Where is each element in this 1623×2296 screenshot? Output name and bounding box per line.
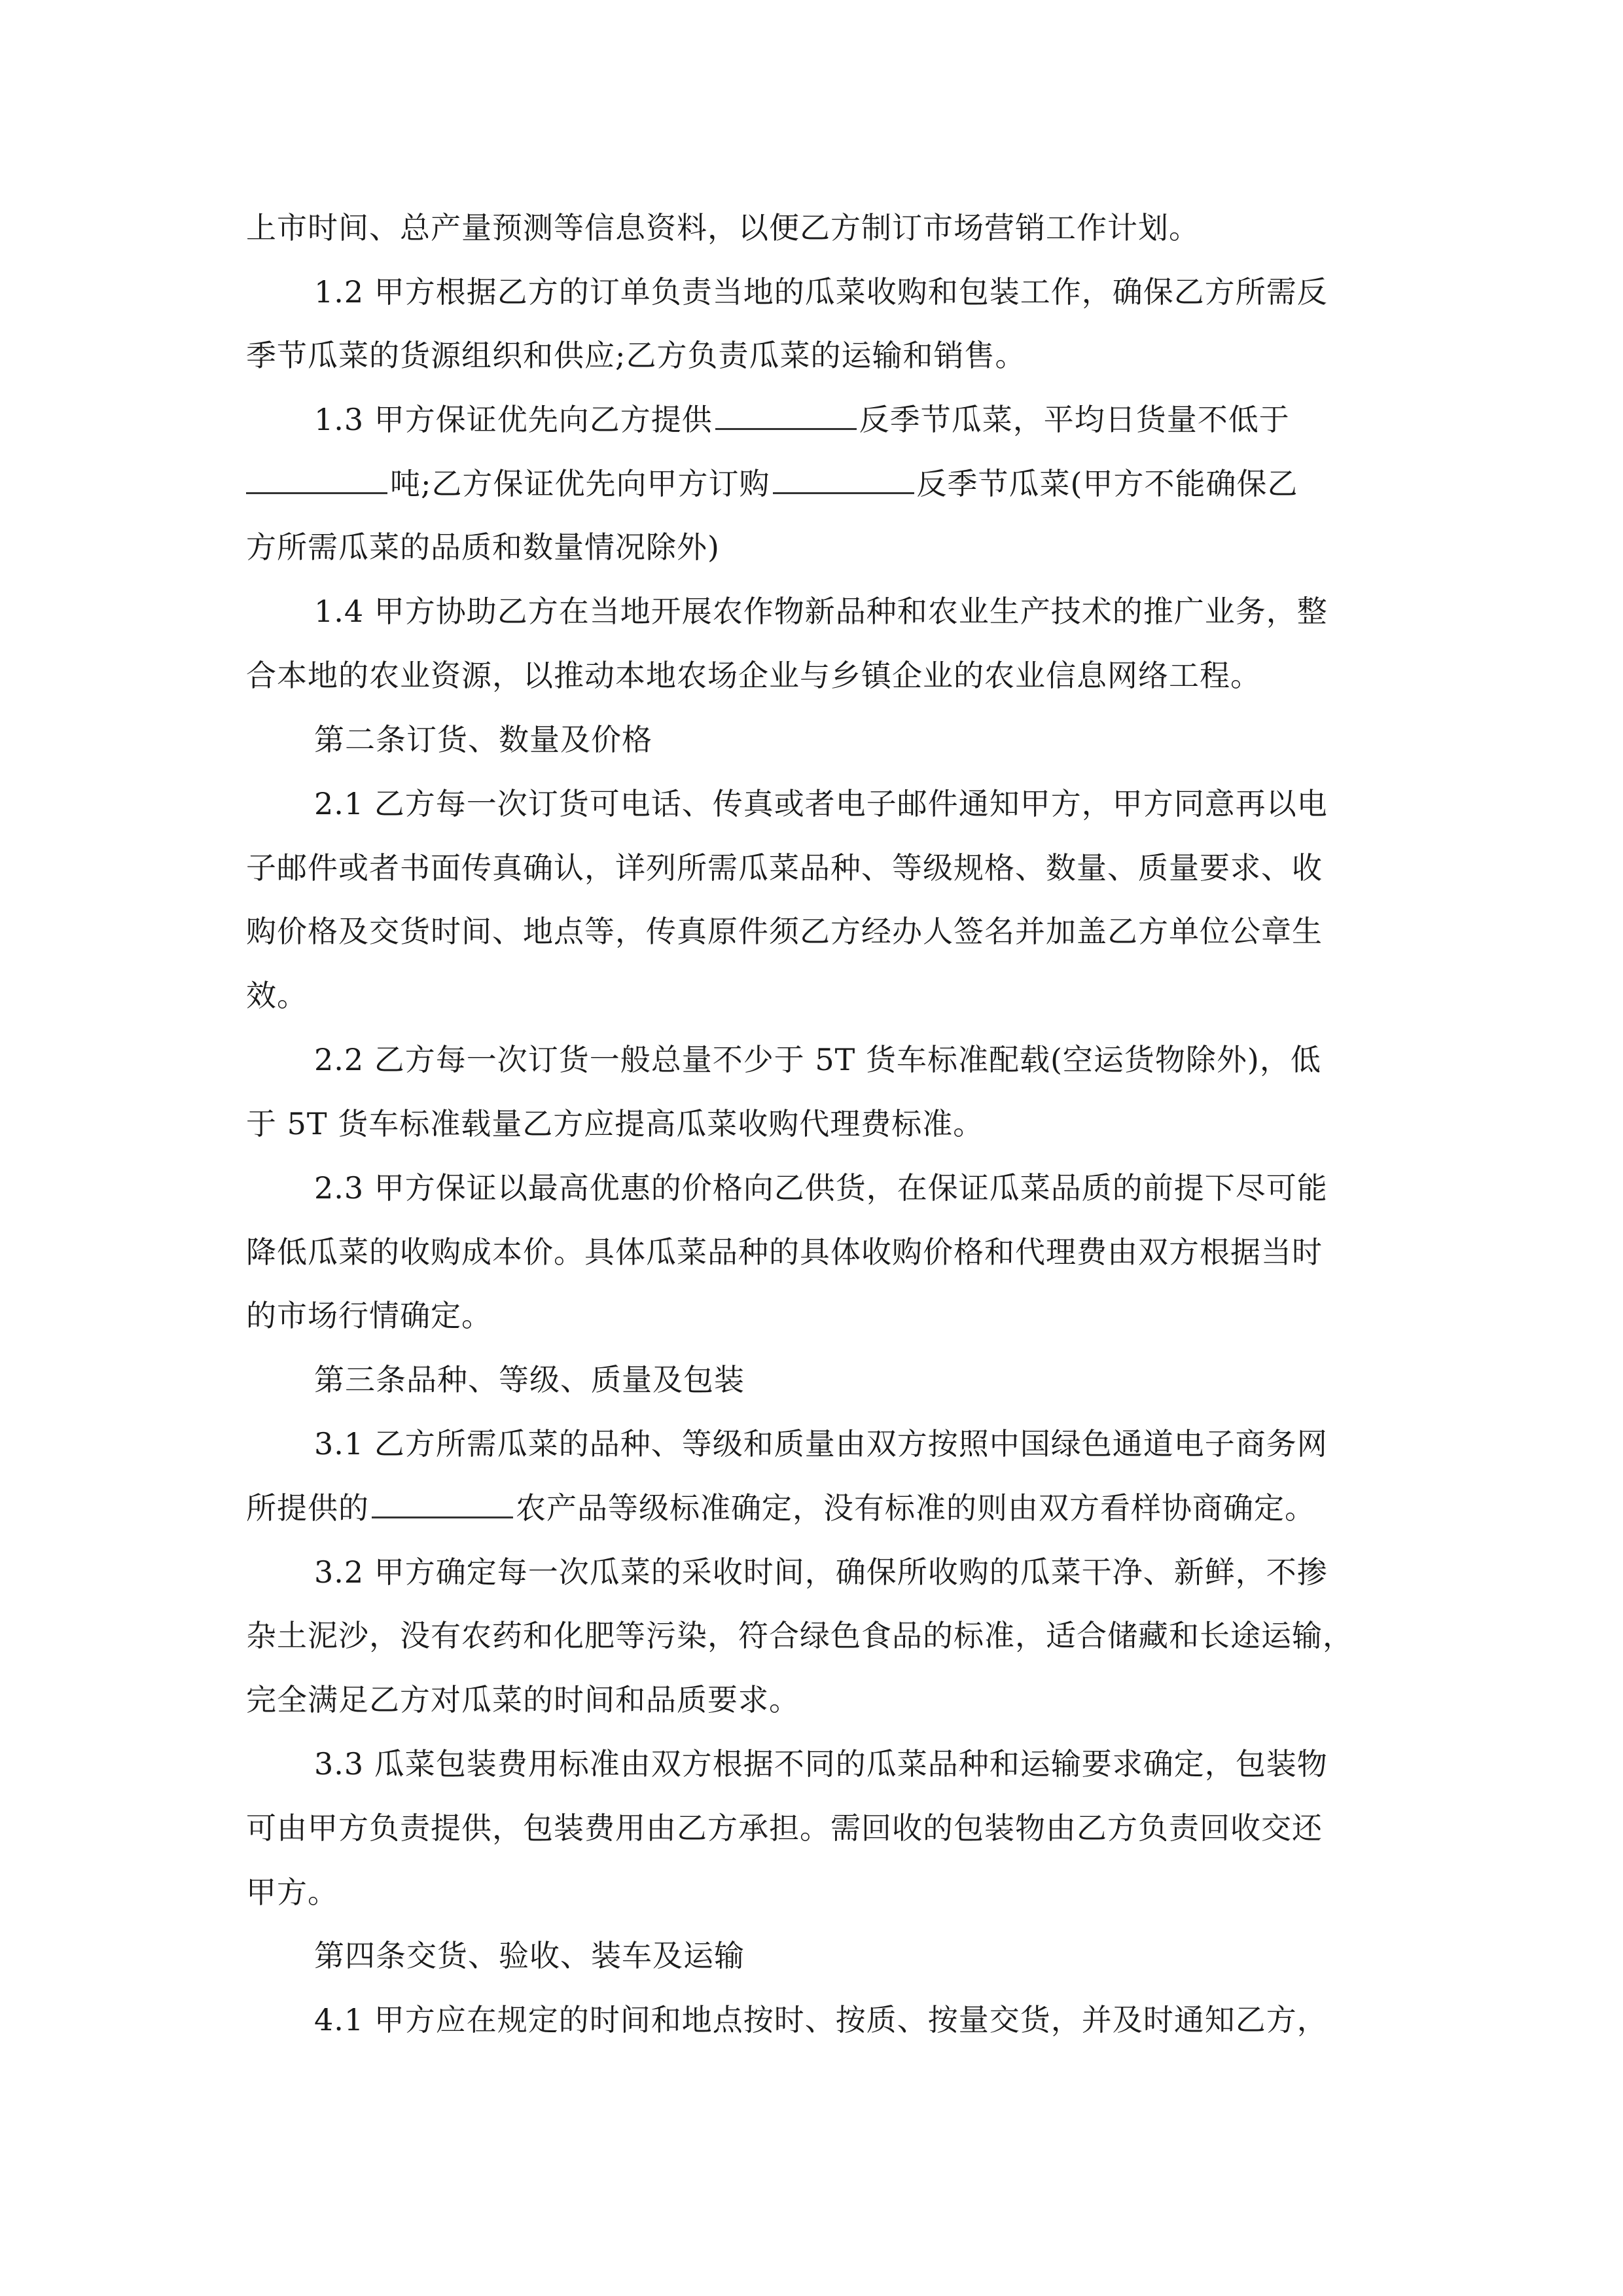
- blank-field: [715, 402, 857, 430]
- clause-4-1: 4.1 甲方应在规定的时间和地点按时、按质、按量交货，并及时通知乙方，: [314, 2002, 1328, 2037]
- text-segment: 农产品等级标准确定，没有标准的则由双方看样协商确定。: [516, 1490, 1315, 1526]
- section-heading-3: 第三条品种、等级、质量及包装: [314, 1362, 745, 1397]
- text-line: 完全满足乙方对瓜菜的时间和品质要求。: [246, 1682, 800, 1717]
- text-segment: 吨;乙方保证优先向甲方订购: [390, 466, 770, 501]
- clause-2-3: 2.3 甲方保证以最高优惠的价格向乙供货，在保证瓜菜品质的前提下尽可能: [314, 1170, 1328, 1206]
- clause-3-2: 3.2 甲方确定每一次瓜菜的采收时间，确保所收购的瓜菜干净、新鲜，不掺: [314, 1554, 1328, 1590]
- text-line: 季节瓜菜的货源组织和供应;乙方负责瓜菜的运输和销售。: [246, 338, 1026, 373]
- clause-3-1: 3.1 乙方所需瓜菜的品种、等级和质量由双方按照中国绿色通道电子商务网: [314, 1426, 1328, 1462]
- text-line: 甲方。: [246, 1874, 338, 1910]
- blank-field: [773, 466, 914, 494]
- section-heading-4: 第四条交货、验收、装车及运输: [314, 1938, 745, 1973]
- text-line: [246, 464, 1298, 503]
- text-segment: 反季节瓜菜(甲方不能确保乙: [916, 466, 1298, 501]
- text-line: 方所需瓜菜的品质和数量情况除外): [246, 529, 720, 565]
- section-heading-2: 第二条订货、数量及价格: [314, 722, 652, 757]
- text-segment: 1.3 甲方保证优先向乙方提供: [314, 402, 713, 437]
- clause-1-2: 1.2 甲方根据乙方的订单负责当地的瓜菜收购和包装工作，确保乙方所需反: [314, 274, 1328, 310]
- clause-2-1: 2.1 乙方每一次订货可电话、传真或者电子邮件通知甲方，甲方同意再以电: [314, 786, 1328, 821]
- clause-3-3: 3.3 瓜菜包装费用标准由双方根据不同的瓜菜品种和运输要求确定，包装物: [314, 1746, 1328, 1782]
- text-line: 杂土泥沙，没有农药和化肥等污染，符合绿色食品的标准，适合储藏和长途运输，: [246, 1618, 1353, 1653]
- text-line: 合本地的农业资源，以推动本地农场企业与乡镇企业的农业信息网络工程。: [246, 658, 1261, 693]
- text-line: [246, 1488, 1315, 1528]
- text-segment: 所提供的: [246, 1490, 369, 1526]
- text-line: 于 5T 货车标准载量乙方应提高瓜菜收购代理费标准。: [246, 1106, 984, 1141]
- text-line: 效。: [246, 978, 308, 1013]
- clause-2-2: 2.2 乙方每一次订货一般总量不少于 5T 货车标准配载(空运货物除外)，低: [314, 1042, 1321, 1077]
- text-line: 的市场行情确定。: [246, 1298, 492, 1333]
- clause-1-4: 1.4 甲方协助乙方在当地开展农作物新品种和农业生产技术的推广业务，整: [314, 594, 1328, 629]
- clause-1-3: [314, 400, 1290, 439]
- text-line: 上市时间、总产量预测等信息资料，以便乙方制订市场营销工作计划。: [246, 210, 1200, 245]
- text-line: 购价格及交货时间、地点等，传真原件须乙方经办人签名并加盖乙方单位公章生: [246, 914, 1323, 949]
- text-line: 降低瓜菜的收购成本价。具体瓜菜品种的具体收购价格和代理费由双方根据当时: [246, 1234, 1323, 1270]
- text-line: 可由甲方负责提供，包装费用由乙方承担。需回收的包装物由乙方负责回收交还: [246, 1810, 1323, 1846]
- text-line: 子邮件或者书面传真确认，详列所需瓜菜品种、等级规格、数量、质量要求、收: [246, 850, 1323, 886]
- blank-field: [246, 466, 387, 494]
- blank-field: [372, 1490, 513, 1518]
- text-segment: 反季节瓜菜，平均日货量不低于: [859, 402, 1290, 437]
